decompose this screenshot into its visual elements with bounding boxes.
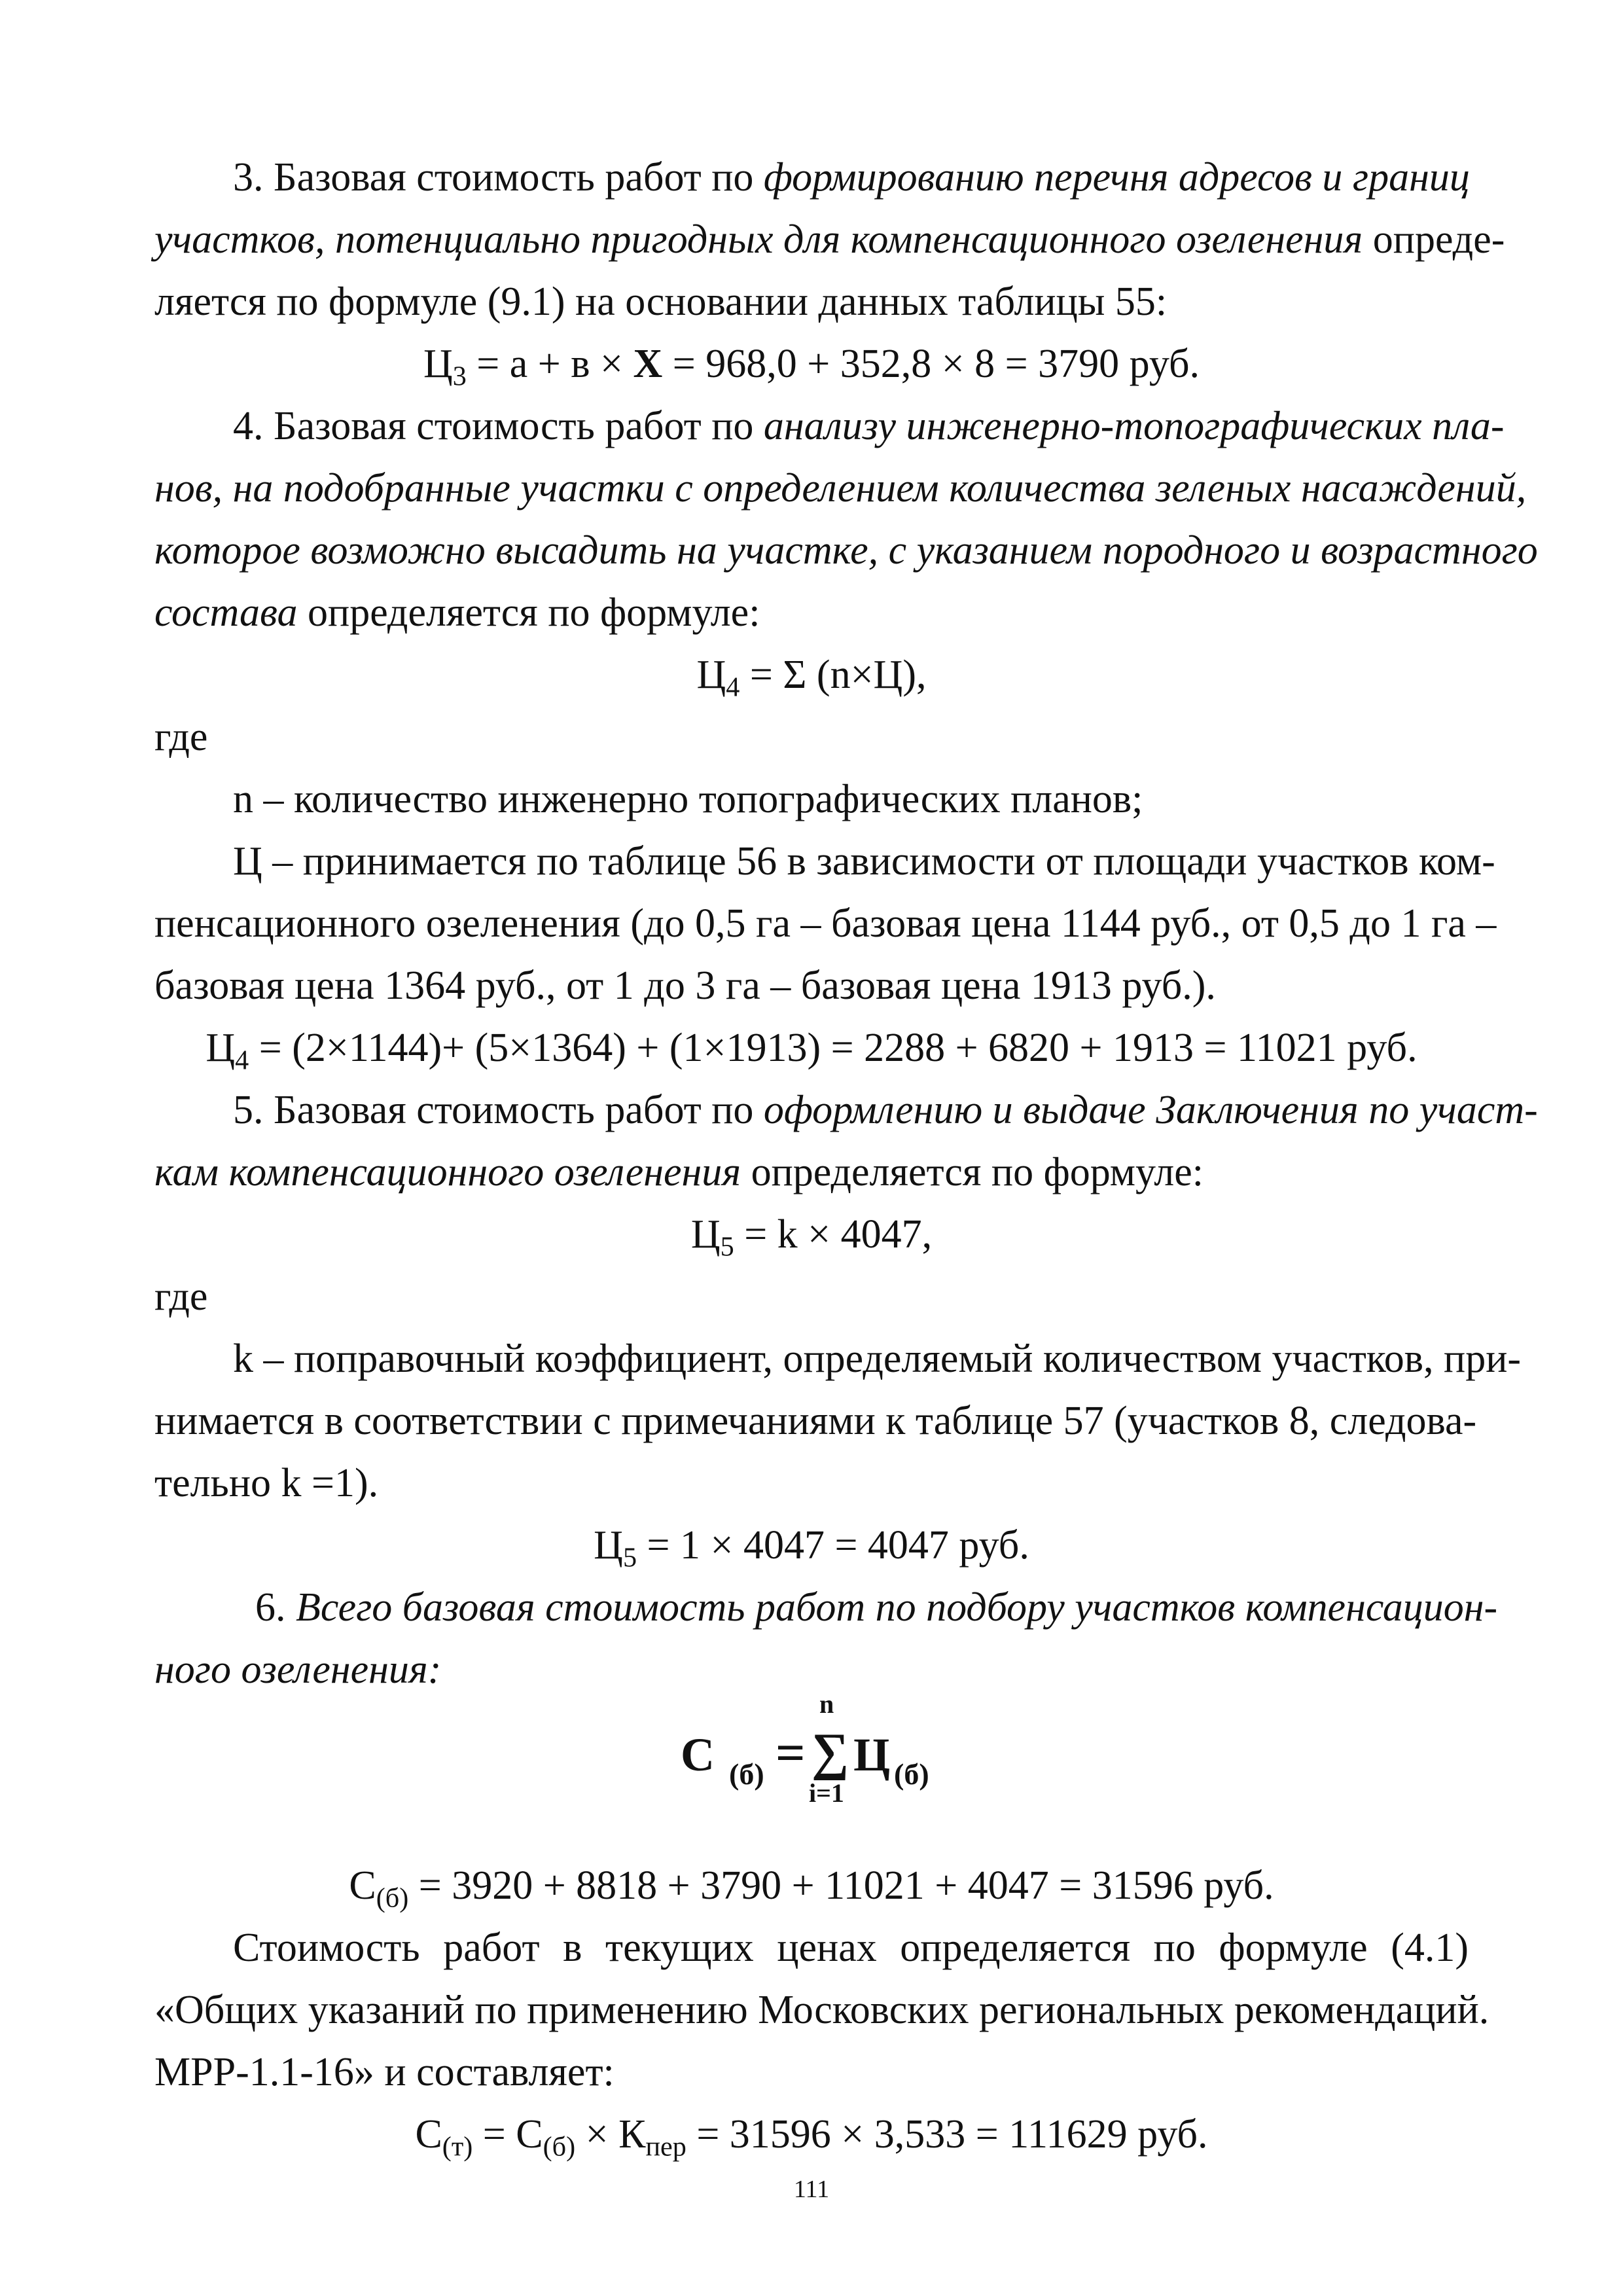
text-run: «Общих указаний по применению Московских региональных рекомендаций.	[154, 1988, 1489, 2032]
n-definition	[233, 779, 1469, 819]
formula-symbol: С	[681, 1729, 715, 1781]
text-run: опреде-	[1363, 217, 1505, 262]
text-run: где	[154, 1274, 208, 1319]
paragraph-7-line-2	[154, 1988, 1489, 2032]
paragraph-7-line-1	[233, 1928, 1469, 1968]
italic-run: ного озеленения:	[154, 1647, 442, 1692]
k-definition-line-2	[154, 1399, 1477, 1443]
where-label	[154, 717, 1469, 757]
formula-symbol: С	[349, 1863, 376, 1908]
formula-text: = 31596 × 3,533 = 111629 руб.	[686, 2112, 1208, 2157]
text-run: определяется по формуле:	[297, 590, 760, 635]
italic-run: оформлению и выдаче Заключения по участ-	[763, 1088, 1538, 1132]
paragraph-3-line-2	[154, 217, 1505, 262]
italic-run: состава	[154, 590, 298, 635]
italic-run: формированию перечня адресов и границ	[763, 155, 1470, 200]
italic-run: нов, на подобранные участки с определением количества зеленых насаждений,	[154, 466, 1527, 511]
paragraph-3-line-1	[233, 157, 1469, 198]
formula-subscript: 5	[622, 1542, 637, 1573]
paragraph-6-line-1	[255, 1585, 1498, 1630]
c-definition-line-1	[233, 839, 1495, 884]
italic-run: которое возможно высадить на участке, с указанием породного и возрастного	[154, 528, 1538, 573]
italic-run: кам компенсационного озеленения	[154, 1150, 741, 1194]
formula-text: = 3920 + 8818 + 3790 + 11021 + 4047 = 31596 руб.	[408, 1863, 1274, 1908]
formula-subscript: (б)	[376, 1882, 409, 1914]
text-run: где	[154, 715, 208, 759]
formula-subscript: пер	[645, 2131, 687, 2162]
text-run: Ц – принимается по таблице 56 в зависимости от площади участков ком-	[233, 839, 1495, 884]
formula-text: = k × 4047,	[734, 1212, 933, 1257]
paragraph-5-line-1	[233, 1088, 1538, 1132]
sum-upper-limit: n	[819, 1689, 834, 1719]
formula-symbol: Ц	[690, 1212, 721, 1257]
formula-c3	[154, 342, 1469, 392]
formula-text: = 968,0 + 352,8 × 8 = 3790 руб.	[662, 342, 1200, 386]
formula-subscript: (б)	[729, 1757, 764, 1791]
paragraph-4-line-4	[154, 592, 1469, 633]
text-run: k – поправочный коэффициент, определяемый количеством участков, при-	[233, 1336, 1522, 1381]
formula-text: = (2×1144)+ (5×1364) + (1×1913) = 2288 + 6820 + 1913 = 11021 руб.	[249, 1026, 1418, 1070]
italic-run: участков, потенциально пригодных для компенсационного озеленения	[154, 217, 1363, 262]
text-run: нимается в соответствии с примечаниями к таблице 57 (участков 8, следова-	[154, 1399, 1477, 1443]
formula-symbol: Ц	[205, 1026, 236, 1070]
paragraph-7-line-3	[154, 2052, 1469, 2092]
paragraph-4-line-1	[233, 404, 1505, 448]
equals-sign: =	[776, 1725, 806, 1782]
text-run: 6.	[255, 1585, 296, 1630]
c-definition-line-2	[154, 901, 1497, 946]
formula-text: = Σ (n×Ц),	[740, 653, 927, 697]
calc-c5	[154, 1523, 1469, 1573]
formula-c4	[154, 653, 1469, 703]
formula-text: = С	[473, 2112, 543, 2157]
formula-subscript: 5	[720, 1231, 734, 1263]
calc-c-base	[154, 1863, 1469, 1914]
text-run: ляется по формуле (9.1) на основании данных таблицы 55:	[154, 279, 1168, 324]
italic-run: Всего базовая стоимость работ по подбору участков компенсацион-	[296, 1585, 1498, 1630]
paragraph-5-line-2	[154, 1152, 1469, 1193]
text-run: n – количество инженерно топографических планов;	[233, 777, 1143, 821]
formula-subscript: 4	[726, 672, 740, 703]
formula-subscript: 3	[452, 361, 467, 392]
formula-bold-x: Х	[633, 342, 663, 386]
formula-subscript: 4	[235, 1045, 249, 1076]
formula-subscript: (б)	[894, 1757, 929, 1791]
text-run: определяется по формуле:	[741, 1150, 1204, 1194]
formula-symbol: С	[415, 2112, 442, 2157]
sum-formula	[681, 1689, 955, 1839]
formula-text: × К	[575, 2112, 646, 2157]
formula-c5	[154, 1212, 1469, 1263]
calc-c4	[154, 1026, 1469, 1076]
text-run: пенсационного озеленения (до 0,5 га – базовая цена 1144 руб., от 0,5 до 1 га –	[154, 901, 1497, 946]
text-run: МРР-1.1-16» и составляет:	[154, 2050, 615, 2094]
formula-subscript: (б)	[543, 2131, 576, 2162]
sigma-icon: ∑	[812, 1723, 849, 1781]
formula-text: = а + в ×	[466, 342, 633, 386]
where-label	[154, 1276, 1469, 1317]
formula-c-current	[154, 2112, 1469, 2162]
paragraph-4-line-2	[154, 466, 1527, 511]
paragraph-3-line-3	[154, 281, 1469, 322]
sum-lower-limit: i=1	[809, 1778, 844, 1808]
text-run: тельно k =1).	[154, 1461, 379, 1505]
paragraph-6-line-2	[154, 1649, 1469, 1690]
formula-symbol: Ц	[853, 1729, 891, 1781]
page-number: 111	[793, 2176, 830, 2203]
text-run: 5. Базовая стоимость работ по	[233, 1088, 764, 1132]
formula-subscript: (т)	[442, 2131, 473, 2162]
text-run: базовая цена 1364 руб., от 1 до 3 га – базовая цена 1913 руб.).	[154, 963, 1216, 1008]
formula-symbol: Ц	[696, 653, 726, 697]
text-run: 4. Базовая стоимость работ по	[233, 404, 764, 448]
k-definition-line-3	[154, 1463, 1469, 1503]
c-definition-line-3	[154, 965, 1469, 1006]
italic-run: анализу инженерно-топографических пла-	[763, 404, 1505, 448]
formula-symbol: Ц	[594, 1523, 623, 1568]
text-run: Стоимость работ в текущих ценах определяется по формуле (4.1)	[233, 1926, 1469, 1970]
formula-text: = 1 × 4047 = 4047 руб.	[637, 1523, 1029, 1568]
text-run: 3. Базовая стоимость работ по	[233, 155, 764, 200]
formula-symbol: Ц	[423, 342, 453, 386]
paragraph-4-line-3	[154, 528, 1538, 573]
k-definition-line-1	[233, 1336, 1522, 1381]
